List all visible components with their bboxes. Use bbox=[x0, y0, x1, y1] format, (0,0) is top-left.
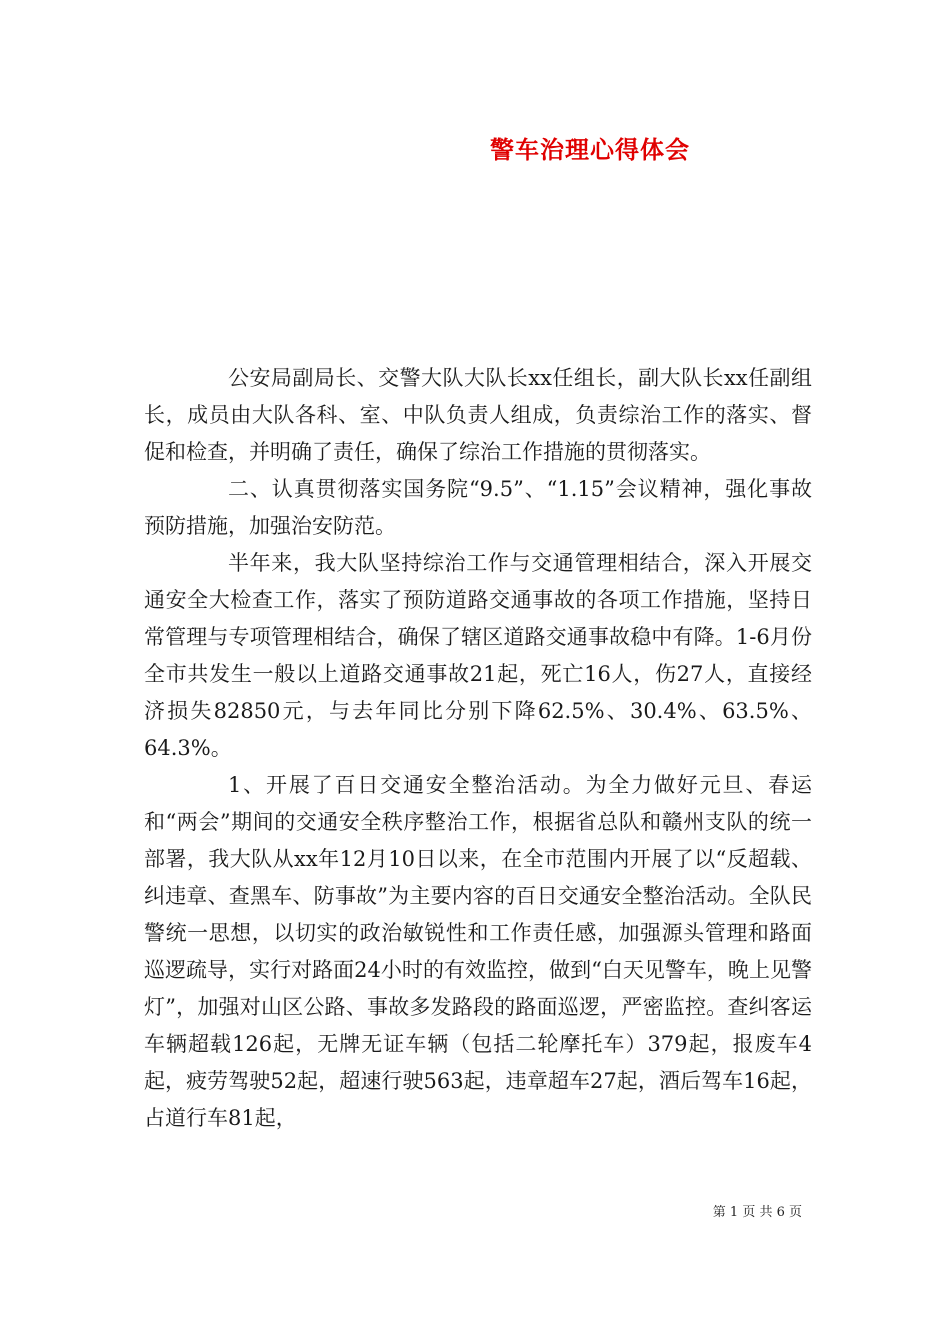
document-title: 警车治理心得体会 bbox=[490, 136, 690, 164]
paragraph-leadership: 公安局副局长、交警大队大队长xx任组长，副大队长xx任副组长，成员由大队各科、室、中队负责人组成，负责综治工作的落实、督促和检查，并明确了责任，确保了综治工作措施的贯彻落实。 bbox=[144, 366, 812, 464]
paragraph-half-year-summary: 半年来，我大队坚持综治工作与交通管理相结合，深入开展交通安全大检查工作，落实了预防道路交通事故的各项工作措施，坚持日常管理与专项管理相结合，确保了辖区道路交通事故稳中有降。1-6月份全市共发生一般以上道路交通事故21起，死亡16人，伤27人，直接经济损失82850元，与去年同比分别下降62.5%、30.4%、63.5%、64.3%。 bbox=[144, 551, 812, 760]
paragraph-hundred-day-campaign: 1、开展了百日交通安全整治活动。为全力做好元旦、春运和“两会”期间的交通安全秩序整治工作，根据省总队和赣州支队的统一部署，我大队从xx年12月10日以来，在全市范围内开展了以“反超载、纠违章、查黑车、防事故”为主要内容的百日交通安全整治活动。全队民警统一思想，以切实的政治敏锐性和工作责任感，加强源头管理和路面巡逻疏导，实行对路面24小时的有效监控，做到“白天见警车，晚上见警灯”，加强对山区公路、事故多发路段的路面巡逻，严密监控。查纠客运车辆超载126起，无牌无证车辆（包括二轮摩托车）379起，报废车4起，疲劳驾驶52起，超速行驶563起，违章超车27起，酒后驾车16起，占道行车81起， bbox=[144, 773, 812, 1130]
document-body bbox=[144, 360, 812, 1137]
paragraph-section-two-heading: 二、认真贯彻落实国务院“9.5”、“1.15”会议精神，强化事故预防措施，加强治安防范。 bbox=[144, 477, 812, 538]
page-number-footer: 第 1 页 共 6 页 bbox=[712, 1205, 802, 1220]
